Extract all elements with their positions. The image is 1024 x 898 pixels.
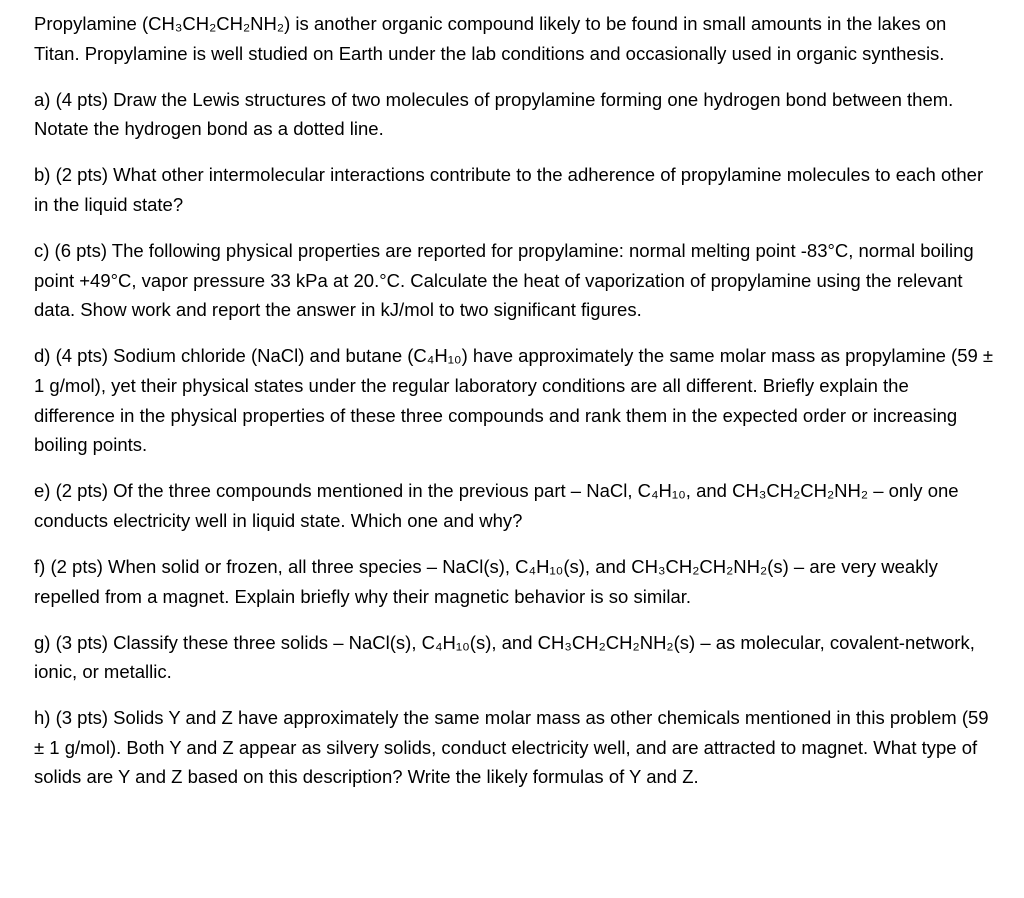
question-part-g: g) (3 pts) Classify these three solids – NaCl(s), C₄H₁₀(s), and CH₃CH₂CH₂NH₂(s) – as molecular, covalent-network, ionic, or metallic. — [34, 631, 975, 683]
question-part-a: a) (4 pts) Draw the Lewis structures of two molecules of propylamine forming one hydrogen bond between them. Notate the hydrogen bond as a dotted line. — [34, 88, 954, 140]
question-part-c: c) (6 pts) The following physical properties are reported for propylamine: normal melting point -83°C, normal boiling point +49°C, vapor pressure 33 kPa at 20.°C. Calculate the heat of vaporization of propylamine using the relevant data. Show work and report the answer in kJ/mol to two significant figures. — [34, 240, 974, 321]
question-part-b: b) (2 pts) What other intermolecular interactions contribute to the adherence of propylamine molecules to each other in the liquid state? — [34, 164, 984, 215]
problem-document — [34, 9, 994, 792]
question-part-e: e) (2 pts) Of the three compounds mentioned in the previous part – NaCl, C₄H₁₀, and CH₃CH₂CH₂NH₂ – only one conducts electricity well in liquid state. Which one and why? — [34, 480, 959, 531]
intro-paragraph: Propylamine (CH₃CH₂CH₂NH₂) is another organic compound likely to be found in small amounts in the lakes on Titan. Propylamine is well studied on Earth under the lab conditions and occasionally used in organic synthesis. — [34, 13, 947, 64]
question-part-f: f) (2 pts) When solid or frozen, all three species – NaCl(s), C₄H₁₀(s), and CH₃CH₂CH₂NH₂(s) – are very weakly repelled from a magnet. Explain briefly why their magnetic behavior is so similar. — [34, 555, 938, 607]
question-part-h: h) (3 pts) Solids Y and Z have approximately the same molar mass as other chemicals mentioned in this problem (59 ± 1 g/mol). Both Y and Z appear as silvery solids, conduct electricity well, and are attracted to magnet. What type of solids are Y and Z based on this description? Write the likely formulas of Y and Z. — [34, 707, 989, 788]
question-part-d: d) (4 pts) Sodium chloride (NaCl) and butane (C₄H₁₀) have approximately the same molar mass as propylamine (59 ± 1 g/mol), yet their physical states under the regular laboratory conditions are all different. Briefly explain the difference in the physical properties of these three compounds and rank them in the expected order or increasing boiling points. — [34, 345, 994, 456]
